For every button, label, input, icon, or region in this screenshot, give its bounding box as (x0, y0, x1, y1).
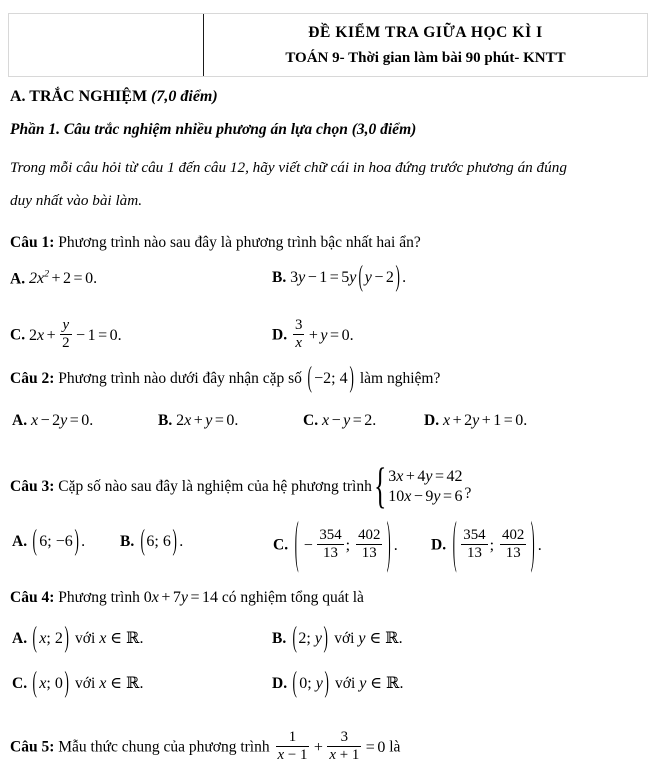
system-equation-2: 10x − 9y = 6 (388, 488, 463, 506)
section-a-points: (7,0 điểm) (151, 88, 218, 105)
system-equation-1: 3x + 4y = 42 (388, 468, 463, 485)
question-4-equation: 0x + 7y = 14 (143, 589, 219, 606)
option-c-expression: ( − $\frac{354}{13}$ ; $\frac{402}{13}$ ) . (294, 513, 398, 575)
question-4-option-d[interactable]: D. ( 0; y ) với y ∈ ℝ. (272, 667, 404, 699)
question-5-prompt (10, 730, 400, 763)
question-5-label: Câu 5: (10, 738, 55, 756)
question-3-system (373, 459, 463, 514)
part1-instruction-line1: Trong mỗi câu hỏi từ câu 1 đến câu 12, hãy viết chữ cái in hoa đứng trước phương án đúng (10, 159, 567, 176)
part1-instruction-line2: duy nhất vào bài làm. (10, 192, 143, 209)
option-b-label: B. (158, 412, 173, 429)
question-3-option-a[interactable] (12, 525, 86, 557)
option-d-label: D. (424, 412, 440, 429)
question-1-label: Câu 1: (10, 234, 55, 251)
option-b-voi: với (334, 630, 355, 647)
question-3-option-b[interactable] (120, 525, 184, 557)
option-b-expression: 2x + y = 0. (176, 412, 239, 429)
question-2-label: Câu 2: (10, 370, 55, 387)
header-right-cell (204, 14, 647, 76)
question-2-option-c[interactable] (303, 412, 376, 430)
question-3-prompt (10, 459, 472, 514)
option-d-expression: ( 0; y ) (292, 667, 330, 699)
question-4-label: Câu 4: (10, 589, 55, 606)
question-5-tail: là (385, 738, 401, 756)
question-2-pair: ( −2; 4 ) (307, 362, 354, 394)
question-3-label: Câu 3: (10, 478, 55, 496)
system-brace-icon: { (373, 459, 387, 514)
option-c-expression: ( x; 0 ) (32, 667, 70, 699)
option-a-expression: x − 2y = 0. (30, 412, 94, 429)
option-b-label: B. (272, 630, 287, 647)
exam-subtitle: TOÁN 9- Thời gian làm bài 90 phút- KNTT (285, 49, 566, 66)
question-4-option-c[interactable]: C. ( x; 0 ) với x ∈ ℝ. (12, 667, 144, 699)
option-d-label: D. (431, 536, 447, 554)
question-1-prompt (10, 234, 421, 252)
option-d-expression: $\frac{3}{x}$ + y = 0. (294, 317, 354, 352)
option-c-label: C. (12, 675, 28, 692)
question-4-option-a[interactable]: A. ( x; 2 ) với x ∈ ℝ. (12, 622, 144, 654)
question-2-text-part1: Phương trình nào dưới đây nhận cặp số (54, 370, 306, 387)
option-c-expression: 2x + $\frac{y}{2}$ − 1 = 0. (28, 317, 122, 352)
section-a-heading (10, 88, 218, 106)
option-a-label: A. (10, 270, 26, 288)
question-4-text-part1: Phương trình (54, 589, 144, 606)
question-1-text: Phương trình nào sau đây là phương trình bậc nhất hai ẩn? (54, 234, 421, 251)
option-b-expression: ( 6; 6 ) . (140, 525, 184, 557)
question-2-option-a[interactable] (12, 412, 93, 430)
option-a-expression: ( 6; −6 ) . (32, 525, 86, 557)
question-2-option-d[interactable] (424, 412, 527, 430)
option-b-expression: 3y − 1 = 5y ( y − 2 ) . (290, 261, 407, 293)
option-d-label: D. (272, 675, 288, 692)
question-1-option-d[interactable] (272, 318, 354, 351)
section-a-label: A. TRẮC NGHIỆM (10, 88, 152, 105)
option-c-voi: với (75, 675, 96, 692)
question-5-text: Mẫu thức chung của phương trình (54, 738, 270, 756)
question-3-option-d[interactable] (431, 513, 542, 575)
option-b-label: B. (272, 269, 287, 286)
header-left-cell (9, 14, 204, 76)
option-a-label: A. (12, 533, 28, 550)
question-1-option-c[interactable] (10, 318, 122, 351)
question-1-option-a[interactable] (10, 269, 97, 288)
option-d-expression: ( $\frac{354}{13}$ ; $\frac{402}{13}$ ) . (452, 513, 542, 575)
option-d-voi: với (335, 675, 356, 692)
option-b-label: B. (120, 533, 135, 550)
question-3-option-c[interactable] (273, 513, 398, 575)
question-4-text-part2: có nghiệm tổng quát là (218, 589, 364, 606)
question-4-prompt (10, 589, 364, 607)
option-a-expression: ( x; 2 ) (32, 622, 70, 654)
option-b-expression: ( 2; y ) (292, 622, 329, 654)
option-c-label: C. (10, 326, 26, 344)
option-d-label: D. (272, 326, 288, 344)
option-d-expression: x + 2y + 1 = 0. (442, 412, 528, 429)
question-3-text: Cặp số nào sau đây là nghiệm của hệ phương trình (54, 478, 372, 496)
question-3-question-mark: ? (464, 485, 472, 502)
part1-heading: Phần 1. Câu trắc nghiệm nhiều phương án lựa chọn (3,0 điểm) (10, 121, 417, 138)
option-a-expression: $2x^2 + 2 = 0$. (28, 269, 98, 288)
question-1-option-b[interactable] (272, 261, 407, 293)
question-2-option-b[interactable] (158, 412, 238, 430)
option-a-label: A. (12, 412, 28, 429)
option-a-label: A. (12, 630, 28, 647)
option-c-label: C. (273, 536, 289, 554)
option-a-voi: với (75, 630, 96, 647)
exam-title: ĐỀ KIỂM TRA GIỮA HỌC KÌ I (308, 23, 543, 41)
option-c-expression: x − y = 2. (321, 412, 377, 429)
question-2-prompt (10, 362, 441, 394)
question-4-option-b[interactable]: B. ( 2; y ) với y ∈ ℝ. (272, 622, 403, 654)
question-5-expression: $\frac{1}{x - 1}$ + $\frac{3}{x + 1}$ = 0 (277, 729, 386, 764)
exam-header-table (8, 13, 648, 77)
option-c-label: C. (303, 412, 319, 429)
question-2-text-part2: làm nghiệm? (355, 370, 441, 387)
